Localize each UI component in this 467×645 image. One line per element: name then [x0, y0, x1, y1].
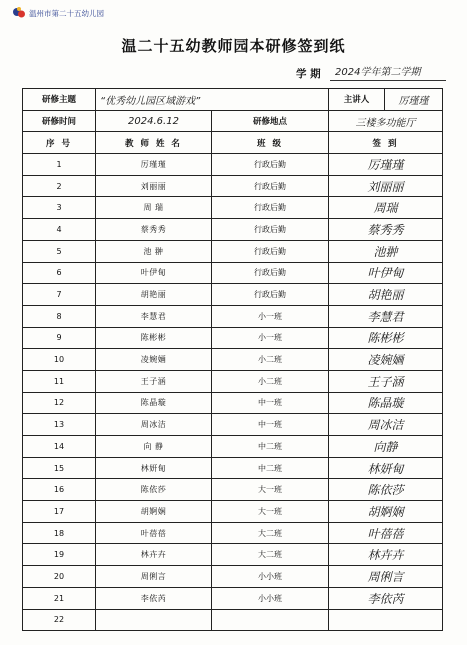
teacher-name: 林妍甸: [96, 457, 212, 479]
signature: 周俐言: [329, 566, 443, 588]
place-label: 研修地点: [212, 110, 329, 132]
class-name: 中一班: [212, 392, 329, 414]
time-value: 2024.6.12: [96, 110, 212, 132]
row-number: 16: [23, 479, 96, 501]
col-header-sign: 签 到: [329, 132, 443, 154]
signature: 李慧君: [329, 305, 443, 327]
header-row: [23, 132, 443, 154]
row-number: 19: [23, 544, 96, 566]
row-number: 17: [23, 501, 96, 523]
signature: 刘丽丽: [329, 175, 443, 197]
page-title: 温二十五幼教师园本研修签到纸: [121, 37, 346, 55]
table-row: [23, 370, 443, 392]
class-name: 行政后勤: [212, 219, 329, 241]
table-row: [23, 436, 443, 458]
class-name: 小二班: [212, 349, 329, 371]
table-row: [23, 609, 443, 631]
class-name: 行政后勤: [212, 240, 329, 262]
table-row: [23, 327, 443, 349]
teacher-name: 周冰洁: [96, 414, 212, 436]
sign-in-table: [22, 88, 443, 631]
place-value: 三楼多功能厅: [329, 110, 443, 132]
table-row: [23, 349, 443, 371]
row-number: 18: [23, 522, 96, 544]
signature: 周冰洁: [329, 414, 443, 436]
table-row: [23, 175, 443, 197]
row-number: 20: [23, 566, 96, 588]
signature: [329, 609, 443, 631]
signature: 向静: [329, 436, 443, 458]
teacher-name: [96, 609, 212, 631]
time-row: [23, 110, 443, 132]
signature: 叶伊甸: [329, 262, 443, 284]
col-header-class: 班 级: [212, 132, 329, 154]
teacher-name: 向 静: [96, 436, 212, 458]
class-name: 小二班: [212, 370, 329, 392]
signature: 陈晶璇: [329, 392, 443, 414]
class-name: 小一班: [212, 327, 329, 349]
teacher-name: 陈彬彬: [96, 327, 212, 349]
row-number: 21: [23, 587, 96, 609]
row-number: 10: [23, 349, 96, 371]
table-row: [23, 262, 443, 284]
signature: 王子涵: [329, 370, 443, 392]
row-number: 4: [23, 219, 96, 241]
class-name: 小小班: [212, 566, 329, 588]
table-row: [23, 240, 443, 262]
term-label: 学 期: [296, 68, 321, 80]
class-name: 行政后勤: [212, 284, 329, 306]
teacher-name: 厉瑾瑾: [96, 154, 212, 176]
table-row: [23, 566, 443, 588]
term-value: 2024学年第二学期: [335, 67, 421, 78]
teacher-name: 周俐言: [96, 566, 212, 588]
row-number: 22: [23, 609, 96, 631]
signature: 蔡秀秀: [329, 219, 443, 241]
signature: 凌婉婳: [329, 349, 443, 371]
teacher-name: 林卉卉: [96, 544, 212, 566]
table-row: [23, 154, 443, 176]
teacher-name: 王子涵: [96, 370, 212, 392]
teacher-name: 李慧君: [96, 305, 212, 327]
teacher-name: 凌婉婳: [96, 349, 212, 371]
teacher-name: 叶蓓蓓: [96, 522, 212, 544]
signature: 厉瑾瑾: [329, 154, 443, 176]
signature: 胡婀娴: [329, 501, 443, 523]
row-number: 2: [23, 175, 96, 197]
table-row: [23, 501, 443, 523]
signature: 周瑞: [329, 197, 443, 219]
class-name: 行政后勤: [212, 154, 329, 176]
speaker-label: 主讲人: [329, 89, 385, 111]
signature: 李依芮: [329, 587, 443, 609]
table-row: [23, 392, 443, 414]
teacher-name: 周 瑞: [96, 197, 212, 219]
row-number: 5: [23, 240, 96, 262]
teacher-name: 胡艳丽: [96, 284, 212, 306]
row-number: 15: [23, 457, 96, 479]
class-name: 小小班: [212, 587, 329, 609]
table-row: [23, 479, 443, 501]
row-number: 13: [23, 414, 96, 436]
class-name: 行政后勤: [212, 175, 329, 197]
signature: 胡艳丽: [329, 284, 443, 306]
signature: 林妍甸: [329, 457, 443, 479]
teacher-name: 李依芮: [96, 587, 212, 609]
school-logo: [12, 6, 104, 20]
term-underline: [330, 80, 446, 81]
col-header-no: 序 号: [23, 132, 96, 154]
time-label: 研修时间: [23, 110, 96, 132]
row-number: 3: [23, 197, 96, 219]
class-name: 大一班: [212, 479, 329, 501]
teacher-name: 陈依莎: [96, 479, 212, 501]
school-name: 温州市第二十五幼儿园: [29, 8, 104, 18]
table-row: [23, 414, 443, 436]
col-header-name: 教 师 姓 名: [96, 132, 212, 154]
row-number: 9: [23, 327, 96, 349]
teacher-name: 刘丽丽: [96, 175, 212, 197]
row-number: 8: [23, 305, 96, 327]
table-row: [23, 219, 443, 241]
teacher-name: 蔡秀秀: [96, 219, 212, 241]
signature: 叶蓓蓓: [329, 522, 443, 544]
class-name: 行政后勤: [212, 262, 329, 284]
topic-label: 研修主题: [23, 89, 96, 111]
table-row: [23, 457, 443, 479]
topic-row: [23, 89, 443, 111]
row-number: 7: [23, 284, 96, 306]
row-number: 14: [23, 436, 96, 458]
class-name: 中一班: [212, 414, 329, 436]
signature: 陈依莎: [329, 479, 443, 501]
table-row: [23, 544, 443, 566]
class-name: [212, 609, 329, 631]
speaker-value: 厉瑾瑾: [385, 89, 443, 111]
class-name: 中二班: [212, 457, 329, 479]
class-name: 行政后勤: [212, 197, 329, 219]
row-number: 1: [23, 154, 96, 176]
topic-value: “优秀幼儿园区域游戏”: [96, 89, 329, 111]
class-name: 小一班: [212, 305, 329, 327]
teacher-name: 池 翀: [96, 240, 212, 262]
table-row: [23, 284, 443, 306]
class-name: 中二班: [212, 436, 329, 458]
signature: 陈彬彬: [329, 327, 443, 349]
signature: 池翀: [329, 240, 443, 262]
table-row: [23, 587, 443, 609]
row-number: 12: [23, 392, 96, 414]
teacher-name: 陈晶璇: [96, 392, 212, 414]
table-row: [23, 522, 443, 544]
row-number: 11: [23, 370, 96, 392]
teacher-name: 叶伊甸: [96, 262, 212, 284]
class-name: 大一班: [212, 501, 329, 523]
row-number: 6: [23, 262, 96, 284]
class-name: 大二班: [212, 522, 329, 544]
school-logo-icon: [12, 6, 26, 20]
table-row: [23, 197, 443, 219]
table-row: [23, 305, 443, 327]
class-name: 大二班: [212, 544, 329, 566]
signature: 林卉卉: [329, 544, 443, 566]
teacher-name: 胡婀娴: [96, 501, 212, 523]
